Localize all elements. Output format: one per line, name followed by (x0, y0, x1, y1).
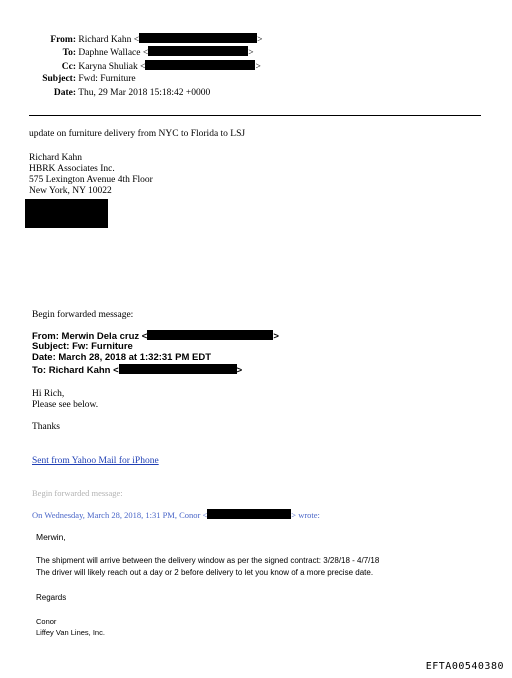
subject-label: Subject: (42, 74, 76, 84)
to-line (0, 46, 254, 59)
close-bracket: > (236, 365, 243, 376)
forward-to-text: To: Richard Kahn < (32, 365, 119, 376)
message-line-2: The driver will likely reach out a day or 2 before delivery to let you know of a more precise date. (36, 568, 374, 577)
wrote-suffix: > wrote: (291, 510, 320, 520)
date-line (0, 88, 210, 99)
thanks: Thanks (32, 422, 60, 432)
signature-address: 575 Lexington Avenue 4th Floor (29, 175, 153, 185)
greeting: Hi Rich, (32, 389, 65, 399)
redaction-block (148, 46, 248, 56)
forward-heading-2: Begin forwarded message: (32, 488, 123, 498)
signature-company: HBRK Associates Inc. (29, 164, 115, 174)
message-regards: Regards (36, 593, 67, 602)
body-line: Please see below. (32, 400, 99, 410)
forward-subject: Subject: Fw: Furniture (32, 341, 133, 352)
close-bracket: > (257, 35, 263, 45)
forward-date: Date: March 28, 2018 at 1:32:31 PM EDT (32, 352, 211, 363)
date-value: Thu, 29 Mar 2018 15:18:42 +0000 (78, 88, 211, 98)
from-value: Richard Kahn < (78, 35, 140, 45)
cc-line (0, 60, 261, 73)
message-greeting: Merwin, (36, 532, 66, 542)
wrote-line (32, 509, 320, 521)
header-divider (29, 115, 481, 116)
redaction-block (145, 60, 255, 70)
close-bracket: > (255, 62, 261, 72)
cc-label: Cc: (61, 62, 76, 72)
message-line-1: The shipment will arrive between the delivery window as per the signed contract: 3/28/18 - 4/7/18 (36, 556, 380, 565)
intro-text: update on furniture delivery from NYC to Florida to LSJ (29, 129, 246, 139)
subject-line (0, 74, 136, 85)
yahoo-mail-link[interactable]: Sent from Yahoo Mail for iPhone (32, 456, 159, 466)
close-bracket: > (273, 331, 279, 342)
forward-heading: Begin forwarded message: (32, 310, 134, 320)
signature-city: New York, NY 10022 (29, 186, 112, 196)
redaction-block (139, 33, 257, 43)
subject-value: Fwd: Furniture (78, 74, 136, 84)
close-bracket: > (248, 48, 254, 58)
from-line (0, 33, 263, 46)
redaction-block (207, 509, 291, 519)
from-label: From: (50, 35, 76, 45)
forward-from-text: From: Merwin Dela cruz < (32, 331, 148, 342)
message-sig-name: Conor (36, 617, 57, 626)
redaction-block (25, 199, 108, 228)
redaction-block (147, 330, 273, 340)
message-sig-company: Liffey Van Lines, Inc. (36, 628, 105, 637)
wrote-prefix: On Wednesday, March 28, 2018, 1:31 PM, Conor < (32, 510, 208, 520)
signature-name: Richard Kahn (29, 153, 83, 163)
to-label: To: (62, 48, 76, 58)
date-label: Date: (53, 88, 76, 98)
document-id: EFTA00540380 (425, 661, 504, 672)
forward-to (32, 364, 242, 376)
to-value: Daphne Wallace < (78, 48, 149, 58)
redaction-block (119, 364, 237, 374)
cc-value: Karyna Shuliak < (78, 62, 146, 72)
